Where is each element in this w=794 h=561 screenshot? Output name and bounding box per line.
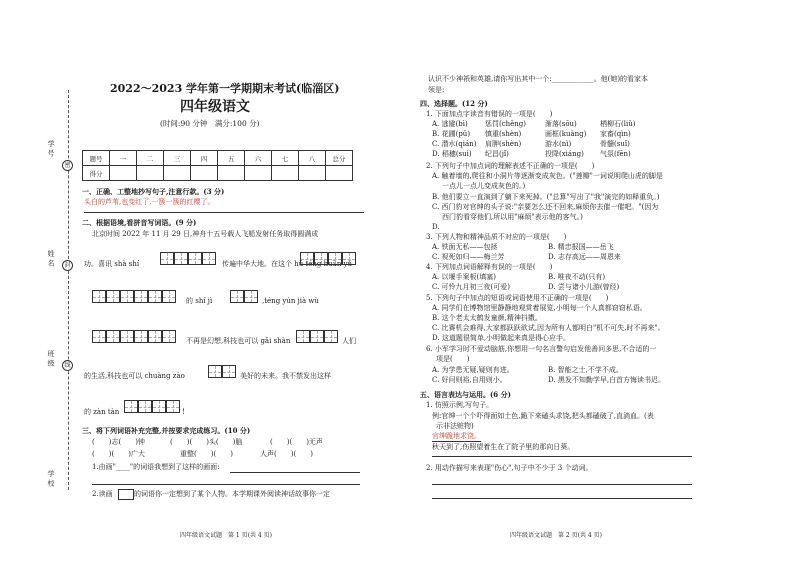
section-2-heading: 二、根据语境,看拼音写词语。(9 分) [82, 218, 197, 227]
q3-B: B. 精忠报国——岳飞 [548, 243, 614, 251]
section-2-line2a: 功。喜讯 shà shí [84, 260, 140, 268]
score-table [82, 150, 353, 181]
score-cell: 七 [272, 151, 299, 166]
binding-xingming: 姓 名 [47, 250, 55, 267]
q4-A: A. 以堰手案板(填塞) [432, 273, 496, 281]
section-1-text: 头白的芦苇,也变红了,一簇一簇的红樱了。 [84, 198, 215, 206]
section-2-line2b: 传遍中华大地。在这个 hū téng huān yǔ [222, 260, 353, 268]
section-4-heading: 四、选择题。(12 分) [420, 99, 488, 108]
q2-C2: 西门豹看穿他们,所以用"麻烦"表示他的客气。) [442, 213, 583, 221]
section-2-line3b: ,téng yún jià wù [262, 297, 319, 305]
q1-D3: 投降(xiáng) [545, 150, 584, 158]
q5-C: C. 比赛机会难得,大家都跃跃欲试,因为所有人都明白"机不可失,时不再来"。 [432, 324, 665, 332]
answer-boxes[interactable] [92, 330, 176, 343]
section-2-line3a: 的 shí jì [186, 297, 213, 305]
section-3-row2b: 重整( )( ) [180, 450, 233, 458]
page-footer-right: 四年级语文试题 第 2 页(共 4 页) [510, 532, 602, 539]
q6-D: D. 黑发不知勤学早,白首方悔读书迟。 [548, 376, 666, 384]
q1-B1: B. 花圃(pǔ) [432, 130, 471, 138]
q1-A4: 栖柳石(liǔ) [600, 120, 636, 128]
q6-C: C. 好问则裕,自用则小。 [432, 376, 507, 384]
q3-D: D. 志存高远——周恩来 [548, 253, 621, 261]
right-top-text2: 领是: [428, 86, 445, 94]
answer-boxes[interactable] [160, 252, 216, 265]
p1-line: 秋天到了,伤照望着生在了院子里的那向日葵。 [432, 443, 575, 451]
q6-B: B. 智能之士,不学不成。 [548, 366, 623, 374]
section-3-row1c: ( )( )无声 [270, 438, 323, 446]
binding-xuexiao: 学 校 [47, 470, 55, 487]
answer-line[interactable] [432, 498, 692, 499]
q5-D: D. 这道题很简单,小明做起来真是得心应手。 [432, 334, 571, 342]
answer-boxes[interactable] [92, 290, 176, 303]
q4-B: B. 唯夜不动(只有) [548, 273, 606, 281]
section-3-q1: 1.由画"____"的词语我想到了这样的画面: [92, 463, 220, 471]
score-input-cell[interactable] [191, 166, 218, 181]
q2-A: A. 触着墙的,爬往和小洞片等逐渐变成灰色。("莲瓣"一词说明爬山虎的脚是 [432, 172, 663, 180]
score-cell: 八 [299, 151, 326, 166]
section-3-q2: 2.读画 [92, 490, 113, 498]
score-cell: 题号 [83, 151, 110, 166]
q1-B4: 家畜(qìn) [600, 130, 631, 138]
binding-feng: 封 [62, 260, 73, 271]
exam-meta: (时间:90 分钟 满分:100 分) [160, 119, 260, 128]
score-input-cell[interactable] [326, 166, 353, 181]
binding-xuehao: 学 号 [47, 140, 55, 157]
binding-dashline [68, 90, 69, 490]
answer-boxes[interactable] [300, 252, 356, 265]
q6-stem2: 项是( ) [436, 355, 470, 363]
q1-stem: 1. 下面加点字读音有错误的一项是( ) [426, 110, 553, 118]
binding-xian: 线 [62, 360, 73, 371]
binding-mi: 密 [62, 160, 73, 171]
section-3-row1b: ( )( )头( )脑 [170, 438, 243, 446]
answer-boxes[interactable] [208, 365, 236, 378]
q2-stem: 2. 下列句子中加点词的理解表述不正确的一项是( ) [426, 162, 595, 170]
q1-A2: 惩罚(chěng) [485, 120, 527, 128]
page-footer-left: 四年级语文试题 第 1 页(共 4 页) [180, 532, 272, 539]
score-cell: 四 [191, 151, 218, 166]
score-cell: 五 [218, 151, 245, 166]
answer-boxes[interactable] [296, 330, 338, 343]
answer-line[interactable] [432, 456, 692, 457]
p1-example: 例:官绅一个个吓得面如土色,跪下来磕头求饶,把头都磕破了,直淌血。(表 [432, 412, 654, 420]
answer-line[interactable] [92, 484, 360, 485]
score-cell: 总分 [326, 151, 353, 166]
score-input-cell[interactable] [272, 166, 299, 181]
writing-line [84, 212, 364, 213]
score-input-cell[interactable] [110, 166, 137, 181]
section-2-line1: 北京时间 2022 年 11 月 29 日,神舟十五号载人飞船发射任务取得圆满成 [92, 230, 319, 238]
q1-C3: 游水(nì) [545, 140, 572, 148]
answer-boxes[interactable] [124, 400, 180, 413]
q2-B: B. 他们要立一直演到了躺下来死掉。("总算"写出了"我"演完的如释重负。) [432, 193, 660, 201]
p2-stem: 2. 用动作描写来表现"伤心",句子中不少于 3 个动词。 [426, 464, 593, 472]
blank-box[interactable] [118, 489, 134, 500]
q1-D4: 气氛(fēn) [600, 150, 631, 158]
binding-margin [40, 90, 71, 490]
section-1-heading: 一、正确、工整地抄写句子,注意行款。(3 分) [82, 187, 225, 196]
section-5-heading: 五、语言表达与运用。(6 分) [420, 390, 511, 399]
score-cell: 二 [137, 151, 164, 166]
q1-D2: 纪昌(jǐ) [485, 150, 509, 158]
q3-stem: 3. 下列人物和精神品质不对应的一项是( ) [426, 233, 567, 241]
q5-B: B. 这个老太太鹤发童颜,精神抖擞。 [432, 314, 542, 322]
q3-A: A. 铁面无私——包拯 [432, 243, 498, 251]
q2-A2: 一点儿一点儿变成灰色的。) [442, 182, 526, 190]
score-input-cell[interactable] [137, 166, 164, 181]
score-cell: 三 [164, 151, 191, 166]
score-input-cell[interactable] [218, 166, 245, 181]
q4-C: C. 可怜九月初三夜(可爱) [432, 283, 511, 291]
score-cell: 得分 [83, 166, 110, 181]
section-3-row1a: ( )志( )钟 [92, 438, 145, 446]
p1-example2: 示非法赃物) [436, 422, 474, 430]
q1-C4: 骨髓(suǐ) [600, 140, 630, 148]
section-2-line6b: ! [182, 408, 185, 416]
q3-C: C. 视死如归——梅兰芳 [432, 253, 505, 261]
score-input-cell[interactable] [245, 166, 272, 181]
q2-D: D. [432, 223, 440, 231]
section-2-line5a: 的生活,科技也可以 chuàng zào [84, 372, 185, 380]
q5-stem: 5. 下列句子中加点的短语或词语使用不正确的一项是( ) [426, 294, 609, 302]
q1-B2: 慎重(shèn) [485, 130, 522, 138]
section-3-heading: 三、将下列词语补充完整,并按要求完成练习。(10 分) [82, 426, 251, 435]
exam-subtitle: 四年级语文 [180, 99, 250, 115]
q4-D: D. 尝与诸小儿游(曾经) [548, 283, 620, 291]
q1-D1: D. 稻穗(suì) [432, 150, 472, 158]
q6-A: A. 为学患无疑,疑则有进。 [432, 366, 514, 374]
score-row-header [83, 151, 353, 166]
exam-title: 2022～2023 学年第一学期期末考试(临淄区) [110, 82, 340, 95]
q1-C1: C. 潜水(qián) [432, 140, 477, 148]
right-top-text: 认识不少神祇和英雄,请你写出其中一个:____________。他(她)的看家本 [428, 75, 649, 83]
q1-A3: 渐落(sōu) [545, 120, 577, 128]
section-3-row2c: 人声( )( ) [260, 450, 313, 458]
q1-B3: 画框(kuàng) [545, 130, 587, 138]
q5-A: A. 同学们在博物馆里静静地观赏着展览,小明每一个人真都窃窃私语。 [432, 304, 647, 312]
section-2-line4a: 不再是幻想,科技也可以 gǎi shàn [186, 337, 291, 345]
answer-line[interactable] [432, 484, 692, 485]
section-2-line5b: 美好的未来。我不禁发出这样 [240, 372, 331, 380]
q6-stem: 6. 小军学习时不爱动脑筋,你想用一句名言警句启发他善问多思,不合适的一 [426, 345, 657, 353]
section-3-row2a: ( )( )广大 [92, 450, 145, 458]
score-cell: 六 [245, 151, 272, 166]
binding-banji: 班 级 [47, 350, 55, 367]
section-3-q2b: 的词语你一定想到了某个人物。本学期课外阅读神话故事你一定 [134, 490, 330, 498]
score-cell: 一 [110, 151, 137, 166]
score-input-cell[interactable] [299, 166, 326, 181]
q4-stem: 4. 下列加点词语解释有误的一项是( ) [426, 263, 553, 271]
q1-A1: A. 逃避(bì) [432, 120, 468, 128]
q1-C2: 肩胛(shèn) [485, 140, 522, 148]
p1-stem: 1. 仿照示例,写句子。 [426, 401, 494, 409]
section-2-line4b: 人们 [342, 337, 356, 345]
answer-boxes[interactable] [230, 290, 258, 303]
score-row-score [83, 166, 353, 181]
p1-answer: 官绅跪地求饶。 [432, 432, 481, 440]
answer-line[interactable] [230, 472, 360, 473]
score-input-cell[interactable] [164, 166, 191, 181]
q2-C: C. 西门豹对官绅的头子说:"亲要怎么还不回来,麻烦你去催一催吧。"(因为 [432, 203, 659, 211]
section-2-line6a: 的 zàn tàn [84, 408, 120, 416]
